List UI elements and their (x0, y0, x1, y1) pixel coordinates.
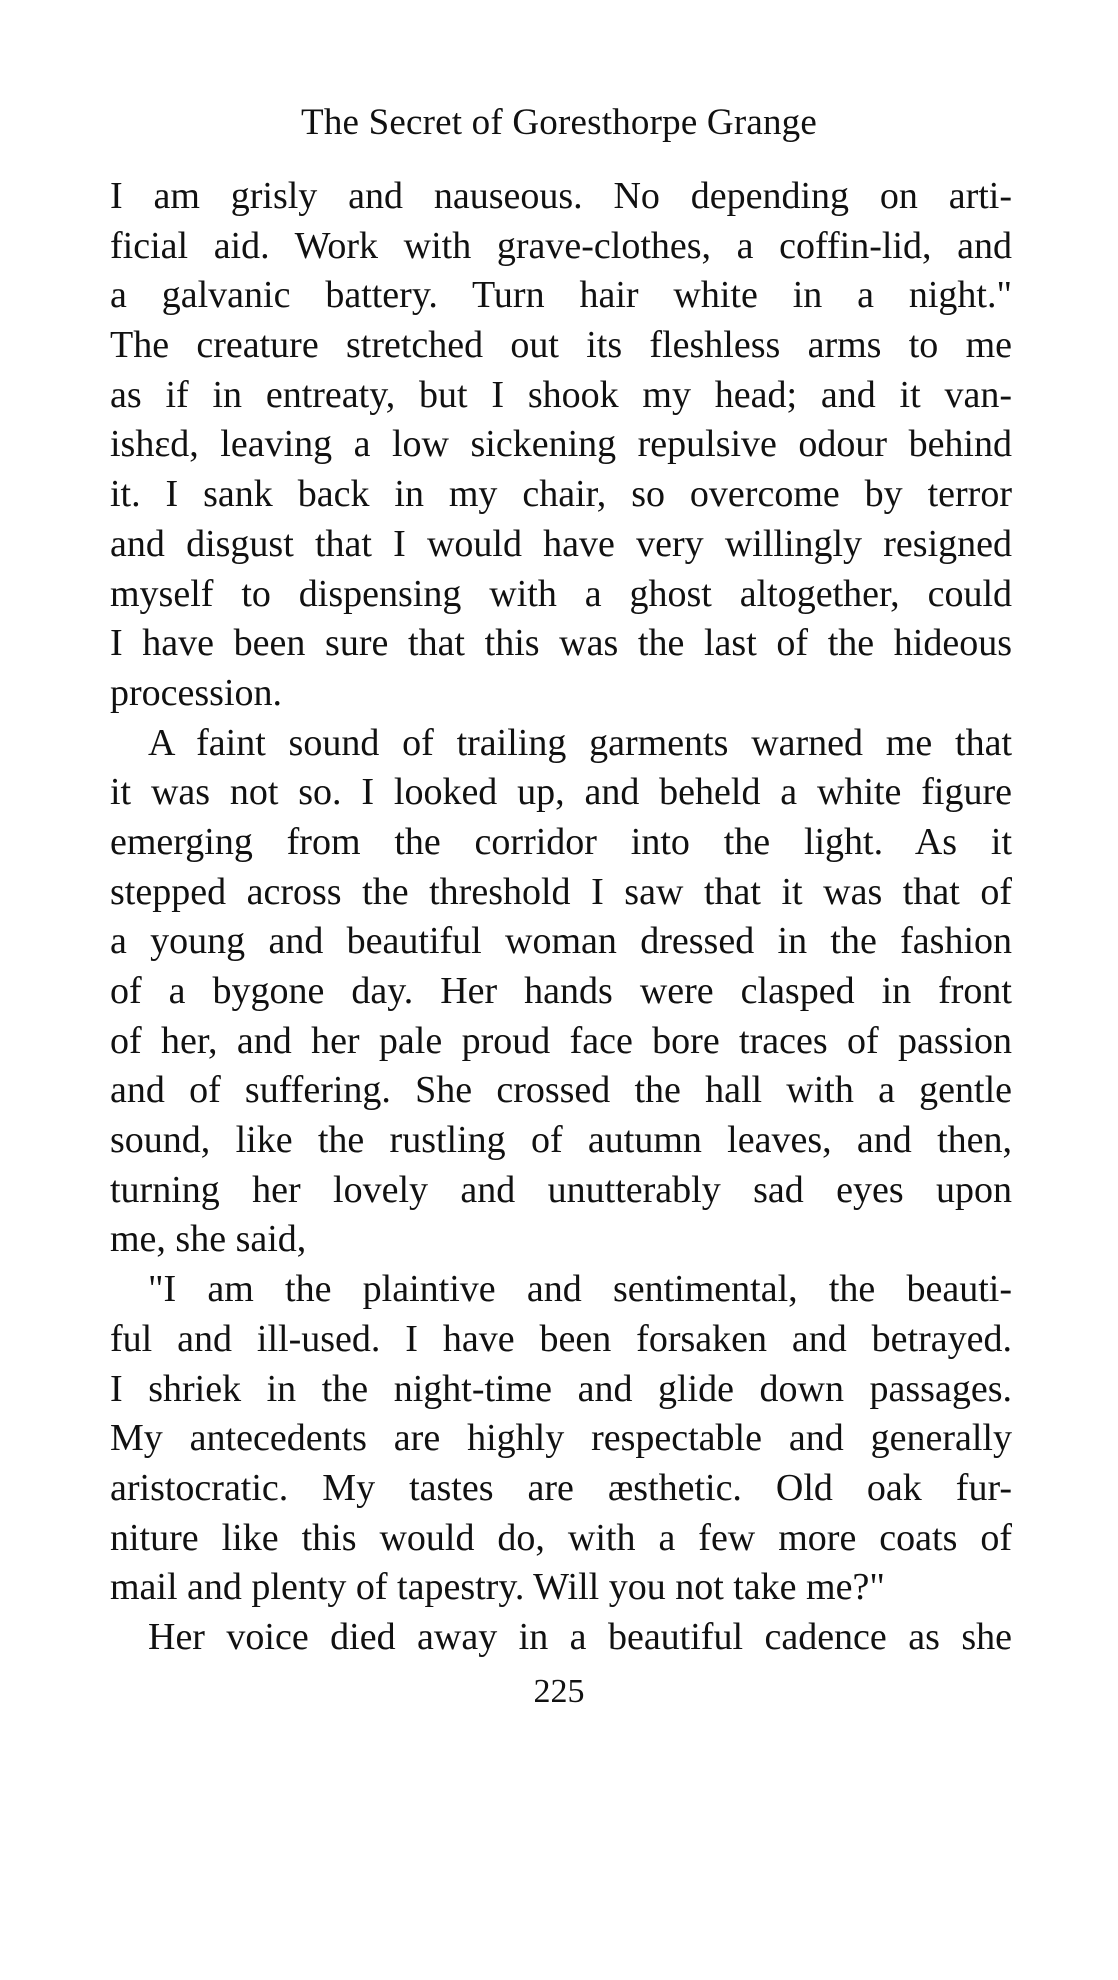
text-line: turning her lovely and unutterably sad eyes upon (110, 1168, 1012, 1211)
text-line: myself to dispensing with a ghost altogether, could (110, 572, 1012, 615)
text-line: and disgust that I would have very willingly resigned (110, 522, 1012, 565)
text-line: ishɛd, leaving a low sickening repulsive odour behind (110, 423, 1012, 466)
paragraph-end-line: me, she said, (110, 1218, 307, 1261)
paragraph-end-line: procession. (110, 671, 283, 714)
text-line: and of suffering. She crossed the hall with a gentle (110, 1069, 1012, 1112)
text-line: as if in entreaty, but I shook my head; and it van- (110, 373, 1012, 416)
text-line: niture like this would do, with a few more coats of (110, 1516, 1012, 1559)
text-line: stepped across the threshold I saw that it was that of (110, 870, 1012, 913)
text-line: it. I sank back in my chair, so overcome by terror (110, 473, 1012, 516)
paragraph-start-line: Her voice died away in a beautiful cadence as she (148, 1615, 1012, 1658)
text-line: aristocratic. My tastes are æsthetic. Old oak fur- (110, 1466, 1012, 1509)
running-title: The Secret of Goresthorpe Grange (301, 102, 817, 143)
paragraph-end-line: mail and plenty of tapestry. Will you not take me?" (110, 1566, 885, 1609)
text-line: emerging from the corridor into the light. As it (110, 820, 1012, 863)
text-line: I have been sure that this was the last of the hideous (110, 622, 1012, 665)
text-line: I shriek in the night-time and glide down passages. (110, 1367, 1012, 1410)
text-line: a young and beautiful woman dressed in the fashion (110, 920, 1012, 963)
text-line: it was not so. I looked up, and beheld a white figure (110, 771, 1012, 814)
text-line: I am grisly and nauseous. No depending on arti- (110, 175, 1012, 217)
paragraph-start-line: A faint sound of trailing garments warned me that (148, 721, 1012, 764)
paragraph-start-line: "I am the plaintive and sentimental, the beauti- (148, 1268, 1012, 1311)
text-line: of a bygone day. Her hands were clasped in front (110, 970, 1012, 1012)
text-line: of her, and her pale proud face bore traces of passion (110, 1019, 1012, 1062)
text-line: The creature stretched out its fleshless arms to me (110, 324, 1012, 367)
text-line: ficial aid. Work with grave-clothes, a coffin-lid, and (110, 224, 1012, 267)
text-line: My antecedents are highly respectable and generally (110, 1417, 1012, 1460)
text-line: a galvanic battery. Turn hair white in a night." (110, 274, 1012, 317)
body-text (110, 172, 1012, 1663)
text-line: ful and ill-used. I have been forsaken and betrayed. (110, 1317, 1012, 1360)
text-line: sound, like the rustling of autumn leaves, and then, (110, 1119, 1012, 1162)
page-number: 225 (533, 1673, 585, 1710)
